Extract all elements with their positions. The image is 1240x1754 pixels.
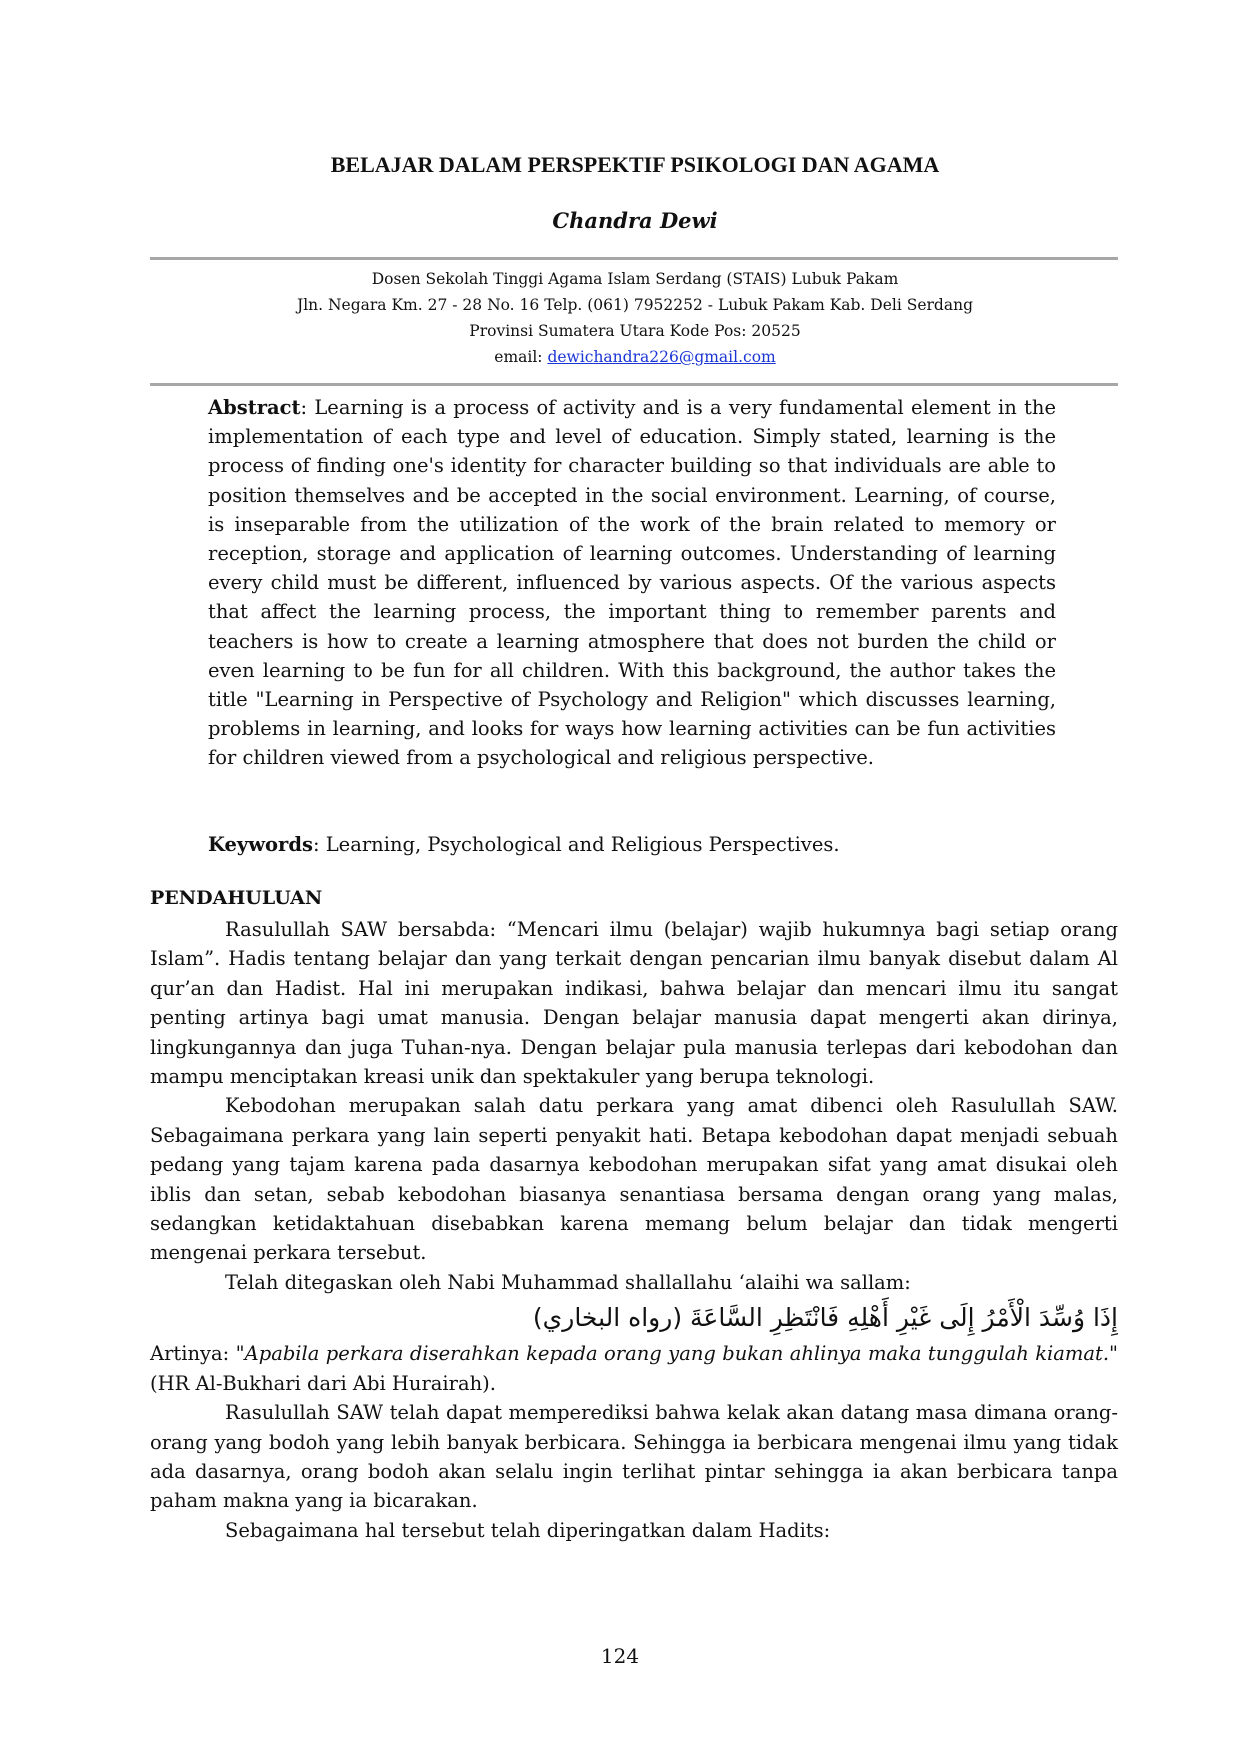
translation-label: Artinya: — [150, 1342, 236, 1366]
section-heading: PENDAHULUAN — [150, 887, 323, 909]
page-number: 124 — [600, 1644, 640, 1668]
header-divider-top — [150, 257, 1118, 260]
paragraph: Rasulullah SAW telah dapat memperediksi bahwa kelak akan datang masa dimana orang-orang yang bodoh yang lebih banyak berbicara. Sehingga ia berbicara mengenai ilmu yang tidak ada dasarnya, orang bodoh akan selalu ingin terlihat pintar sehingga ia akan berbicara tanpa paham makna yang ia bicarakan. — [150, 1401, 1118, 1513]
translation-text: "Apabila perkara diserahkan kepada orang yang bukan ahlinya maka tunggulah kiamat. — [235, 1342, 1110, 1366]
abstract-text: : Learning is a process of activity and is a very fundamental element in the implementation of each type and level of education. Simply stated, learning is the process of finding one's identity for character building so that individuals are able to position themselves and be accepted in the social environment. Learning, of course, is inseparable from the utilization of the work of the brain related to memory or reception, storage and application of learning outcomes. Understanding of learning every child must be different, influenced by various aspects. Of the various aspects that affect the learning process, the important thing to remember parents and teachers is how to create a learning atmosphere that does not burden the child or even learning to be fun for all children. With this background, the author takes the title "Learning in Perspective of Psychology and Religion" which discusses learning, problems in learning, and looks for ways how learning activities can be fun activities for children viewed from a psychological and religious perspective. — [208, 396, 1056, 770]
paragraph: Kebodohan merupakan salah datu perkara yang amat dibenci oleh Rasulullah SAW. Sebagaimana perkara yang lain seperti penyakit hati. Betapa kebodohan dapat menjadi sebuah pedang yang tajam karena pada dasarnya kebodohan merupakan sifat yang amat disukai oleh iblis dan setan, sebab kebodohan biasanya senantiasa bersama dengan orang yang malas, sedangkan ketidaktahuan disebabkan karena memang belum belajar dan tidak mengerti mengenai perkara tersebut. — [150, 1094, 1118, 1265]
paragraph: Telah ditegaskan oleh Nabi Muhammad shallallahu ‘alaihi wa sallam: — [225, 1270, 911, 1294]
arabic-hadith: إِذَا وُسِّدَ الْأَمْرُ إِلَى غَيْرِ أَهْلِهِ فَانْتَظِرِ السَّاعَةَ (رواه البخاري) — [532, 1303, 1118, 1333]
affiliation-email-line — [150, 344, 1120, 370]
affiliation-institution: Dosen Sekolah Tinggi Agama Islam Serdang (STAIS) Lubuk Pakam — [371, 270, 899, 288]
translation-source: " (HR Al-Bukhari dari Abi Hurairah). — [150, 1342, 1119, 1395]
paragraph: Sebagaimana hal tersebut telah diperingatkan dalam Hadits: — [225, 1518, 831, 1542]
keywords — [208, 830, 1056, 859]
hadith-translation — [150, 1339, 1118, 1398]
email-label: email: — [494, 348, 548, 366]
author-name: Chandra Dewi — [552, 208, 718, 233]
keywords-label: Keywords — [208, 833, 313, 856]
paper-title: BELAJAR DALAM PERSPEKTIF PSIKOLOGI DAN AGAMA — [330, 152, 940, 177]
affiliation-address: Jln. Negara Km. 27 - 28 No. 16 Telp. (061) 7952252 - Lubuk Pakam Kab. Deli Serdang — [296, 296, 973, 314]
author-affiliation — [150, 266, 1120, 370]
abstract — [208, 393, 1056, 773]
header-divider-bottom — [150, 383, 1118, 386]
paragraph: Rasulullah SAW bersabda: “Mencari ilmu (belajar) wajib hukumnya bagi setiap orang Islam”. Hadis tentang belajar dan yang terkait dengan pencarian ilmu banyak disebut dalam Al qur’an dan Hadist. Hal ini merupakan indikasi, bahwa belajar dan mencari ilmu itu sangat penting artinya bagi umat manusia. Dengan belajar manusia dapat mengerti akan dirinya, lingkungannya dan juga Tuhan-nya. Dengan belajar pula manusia terlepas dari kebodohan dan mampu menciptakan kreasi unik dan spektakuler yang berupa teknologi. — [150, 918, 1118, 1089]
keywords-text: : Learning, Psychological and Religious Perspectives. — [312, 833, 840, 856]
email-link[interactable]: dewichandra226@gmail.com — [547, 348, 776, 366]
affiliation-province: Provinsi Sumatera Utara Kode Pos: 20525 — [469, 322, 801, 340]
introduction-body — [150, 915, 1118, 1545]
abstract-label: Abstract — [208, 396, 301, 419]
